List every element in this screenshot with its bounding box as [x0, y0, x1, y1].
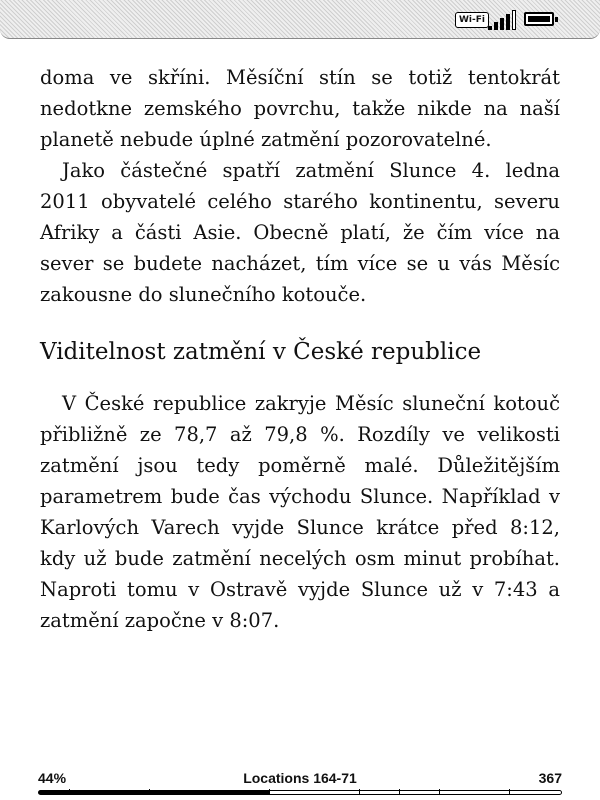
paragraph: doma ve skříni. Měsíční stín se totiž tentokrát nedotkne zemského povrchu, takže nikde na naší planetě nebude úplné zatmění pozorovatelné.: [40, 66, 560, 151]
section-heading: Viditelnost zatmění v České republice: [40, 339, 482, 365]
wifi-icon: Wi-Fi: [455, 12, 489, 28]
paragraph: Jako částečné spatří zatmění Slunce 4. ledna 2011 obyvatelé celého starého kontinentu, severu Afriky a části Asie. Obecně platí, že čím více na sever se budete nacházet, tím více se u vás Měsíc zakousne do slunečního kotouče.: [40, 159, 560, 306]
status-bar: [0, 0, 600, 39]
progress-bar-fill: [39, 791, 269, 794]
progress-percent: 44%: [38, 770, 67, 786]
page-number: 367: [538, 770, 562, 786]
signal-strength-icon: [488, 10, 518, 30]
book-page[interactable]: [40, 62, 560, 636]
paragraph: V České republice zakryje Měsíc sluneční kotouč přibližně ze 78,7 až 79,8 %. Rozdíly ve velikosti zatmění jsou tedy poměrně malé. Důležitějším parametrem bude čas východu Slunce. Například v Karlových Varech vyjde Slunce krátce před 8:12, kdy už bude zatmění necelých osm minut probíhat. Naproti tomu v Ostravě vyjde Slunce už v 7:43 a zatmění započne v 8:07.: [40, 392, 560, 632]
progress-bar[interactable]: [38, 790, 562, 795]
locations-label: Locations 164-71: [243, 770, 357, 786]
battery-icon: [524, 12, 554, 26]
reading-footer: [38, 770, 562, 790]
